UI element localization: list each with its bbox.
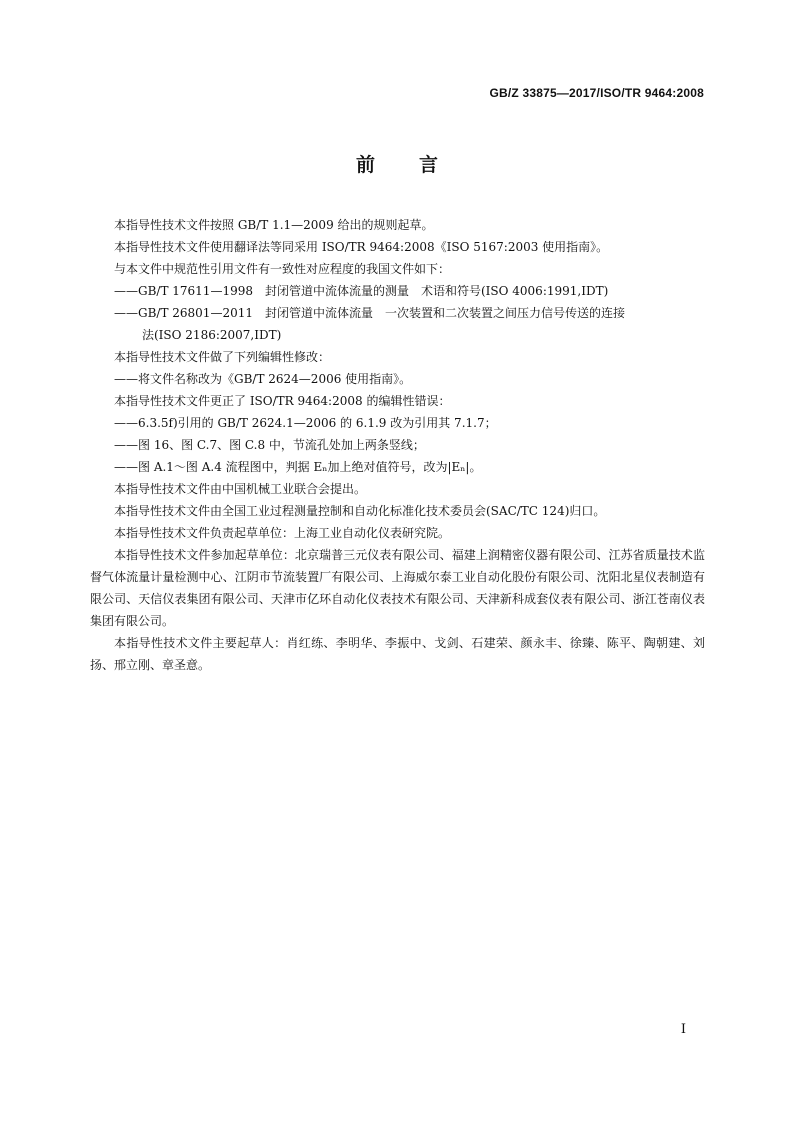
paragraph: 本指导性技术文件使用翻译法等同采用 ISO/TR 9464:2008《ISO 5167:2003 使用指南》。	[114, 240, 609, 254]
paragraph: 本指导性技术文件更正了 ISO/TR 9464:2008 的编辑性错误：	[114, 394, 451, 408]
paragraph: 本指导性技术文件按照 GB/T 1.1—2009 给出的规则起草。	[114, 218, 434, 232]
paragraph: 本指导性技术文件做了下列编辑性修改：	[114, 350, 331, 364]
page-title: 前言	[355, 154, 482, 176]
list-item: ——GB/T 26801—2011 封闭管道中流体流量 一次装置和二次装置之间压力信号传送的连接	[114, 306, 625, 320]
list-item: ——将文件名称改为《GB/T 2624—2006 使用指南》。	[114, 372, 412, 386]
standard-number-header: GB/Z 33875—2017/ISO/TR 9464:2008	[489, 86, 704, 100]
page-number: I	[680, 1022, 686, 1037]
paragraph: 与本文件中规范性引用文件有一致性对应程度的我国文件如下：	[114, 262, 451, 276]
paragraph: 本指导性技术文件主要起草人：肖红练、李明华、李振中、戈剑、石建荣、颜永丰、徐臻、陈平、陶朝建、刘扬、邢立刚、章圣意。	[90, 636, 705, 672]
foreword-body	[90, 214, 705, 676]
list-item: ——图 16、图 C.7、图 C.8 中，节流孔处加上两条竖线；	[114, 438, 425, 452]
paragraph: 本指导性技术文件由全国工业过程测量控制和自动化标准化技术委员会(SAC/TC 124)归口。	[114, 504, 606, 518]
list-item: ——图 A.1～图 A.4 流程图中，判据 Eₙ加上绝对值符号，改为|Eₙ|。	[114, 460, 482, 474]
paragraph: 本指导性技术文件由中国机械工业联合会提出。	[114, 482, 367, 496]
list-item: ——6.3.5f)引用的 GB/T 2624.1—2006 的 6.1.9 改为引用其 7.1.7；	[114, 416, 497, 430]
paragraph: 本指导性技术文件参加起草单位：北京瑞普三元仪表有限公司、福建上润精密仪器有限公司、江苏省质量技术监督气体流量计量检测中心、江阴市节流装置厂有限公司、上海威尔泰工业自动化股份有限公司、沈阳北星仪表制造有限公司、天信仪表集团有限公司、天津市亿环自动化仪表技术有限公司、天津新科成套仪表有限公司、浙江苍南仪表集团有限公司。	[90, 548, 705, 628]
list-item: ——GB/T 17611—1998 封闭管道中流体流量的测量 术语和符号(ISO 4006:1991,IDT)	[114, 284, 609, 298]
list-item-continuation: 法(ISO 2186:2007,IDT)	[142, 328, 282, 342]
paragraph: 本指导性技术文件负责起草单位：上海工业自动化仪表研究院。	[114, 526, 451, 540]
